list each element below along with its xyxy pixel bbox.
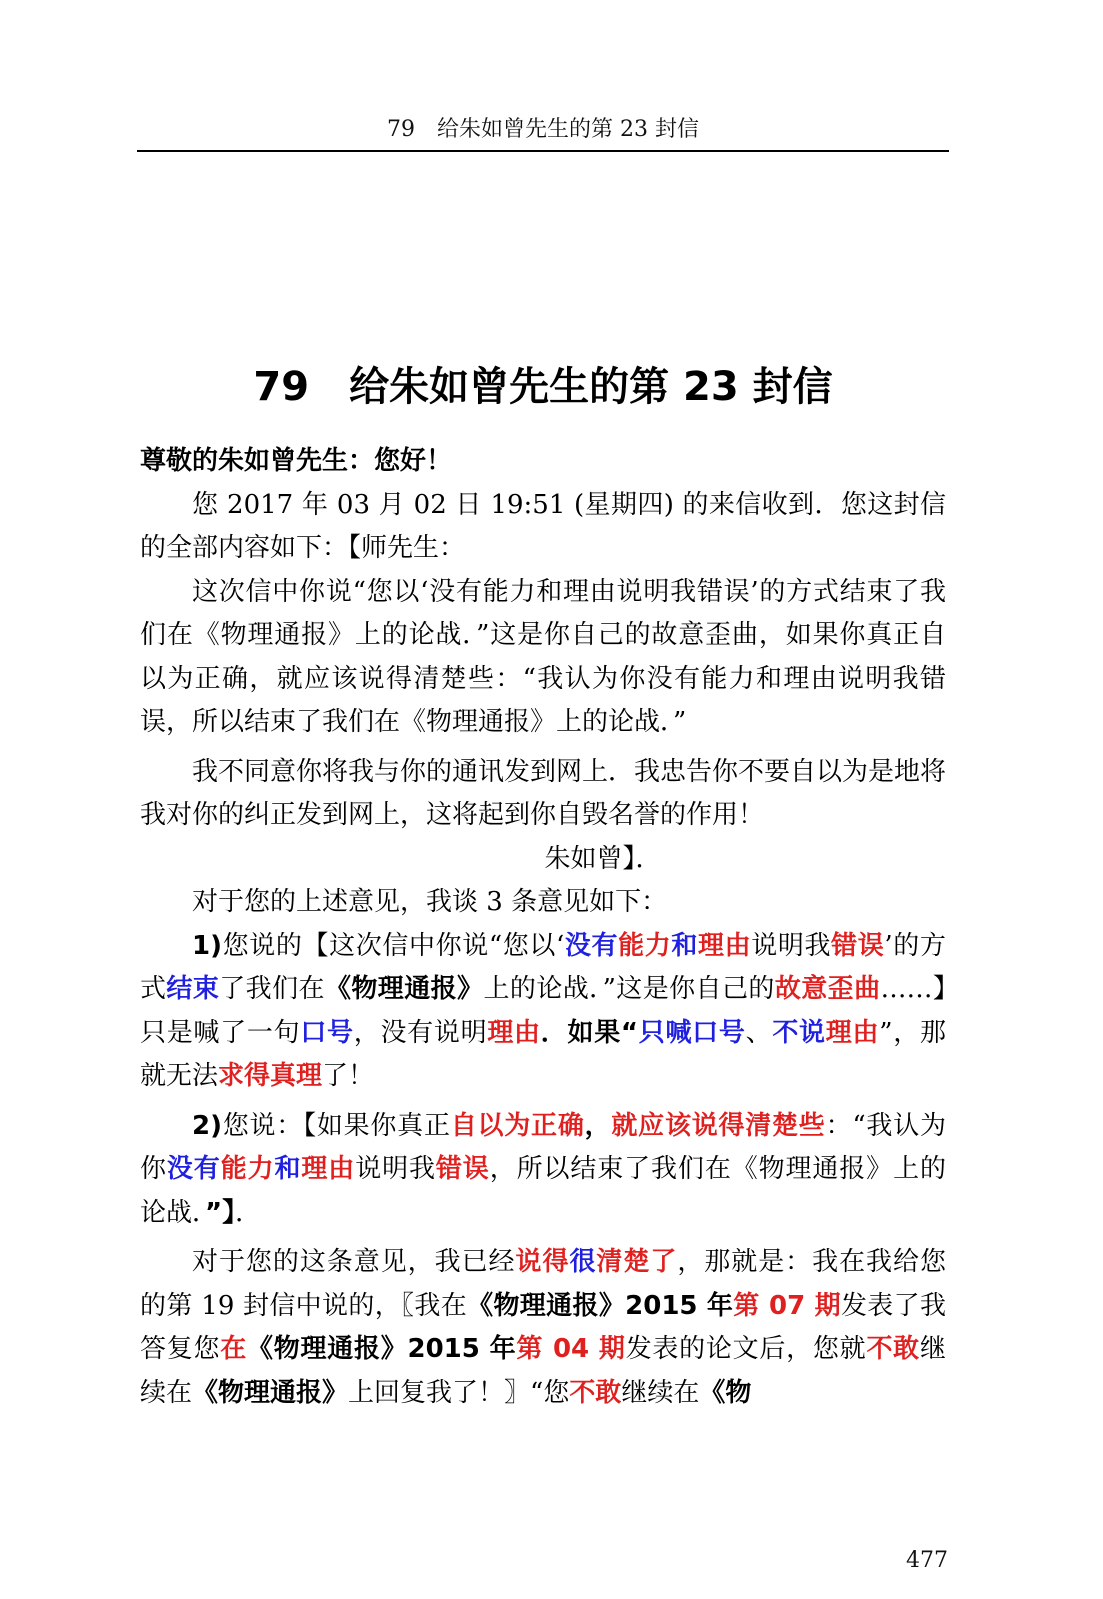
paragraph-7: 对于您的这条意见，我已经说得很清楚了，那就是：我在我给您的第 19 封信中说的，〖我在《物理通报》2015 年第 07 期发表了我答复您在《物理通报》2015 年第 04 期发表的论文后，您就不敢继续在《物理通报》上回复我了！〗“您不敢继续在《物 — [140, 1247, 946, 1408]
paragraph-1: 您 2017 年 03 月 02 日 19:51 (星期四) 的来信收到．您这封信的全部内容如下：【师先生： — [140, 489, 946, 563]
point-1: 1)您说的【这次信中你说“您以‘没有能力和理由说明我错误’的方式结束了我们在《物理通报》上的论战．”这是你自己的故意歪曲……】只是喊了一句口号，没有说明理由．如果“只喊口号、不说理由”，那就无法求得真理了！ — [140, 930, 946, 1091]
running-header: 79 给朱如曾先生的第 23 封信 — [387, 117, 699, 142]
signature: 朱如曾】． — [544, 843, 662, 874]
chapter-title — [140, 355, 946, 412]
page-number: 477 — [906, 1548, 948, 1573]
paragraph-3: 我不同意你将我与你的通讯发到网上．我忠告你不要自以为是地将我对你的纠正发到网上，这将起到你自毁名誉的作用！ — [140, 756, 947, 830]
chapter-title-text: 给朱如曾先生的第 23 封信 — [349, 364, 833, 410]
point-2: 2)您说：【如果你真正自以为正确，就应该说得清楚些：“我认为你没有能力和理由说明我错误，所以结束了我们在《物理通报》上的论战．”】． — [140, 1110, 946, 1228]
letter-body — [140, 440, 946, 1415]
chapter-number: 79 — [253, 364, 310, 410]
paragraph-2: 这次信中你说“您以‘没有能力和理由说明我错误’的方式结束了我们在《物理通报》上的论战．”这是你自己的故意歪曲，如果你真正自以为正确，就应该说得清楚些：“我认为你没有能力和理由说明我错误，所以结束了我们在《物理通报》上的论战．” — [140, 576, 946, 737]
paragraph-4: 对于您的上述意见，我谈 3 条意见如下： — [192, 887, 668, 917]
header-rule — [137, 150, 949, 152]
salutation: 尊敬的朱如曾先生：您好！ — [140, 446, 453, 476]
